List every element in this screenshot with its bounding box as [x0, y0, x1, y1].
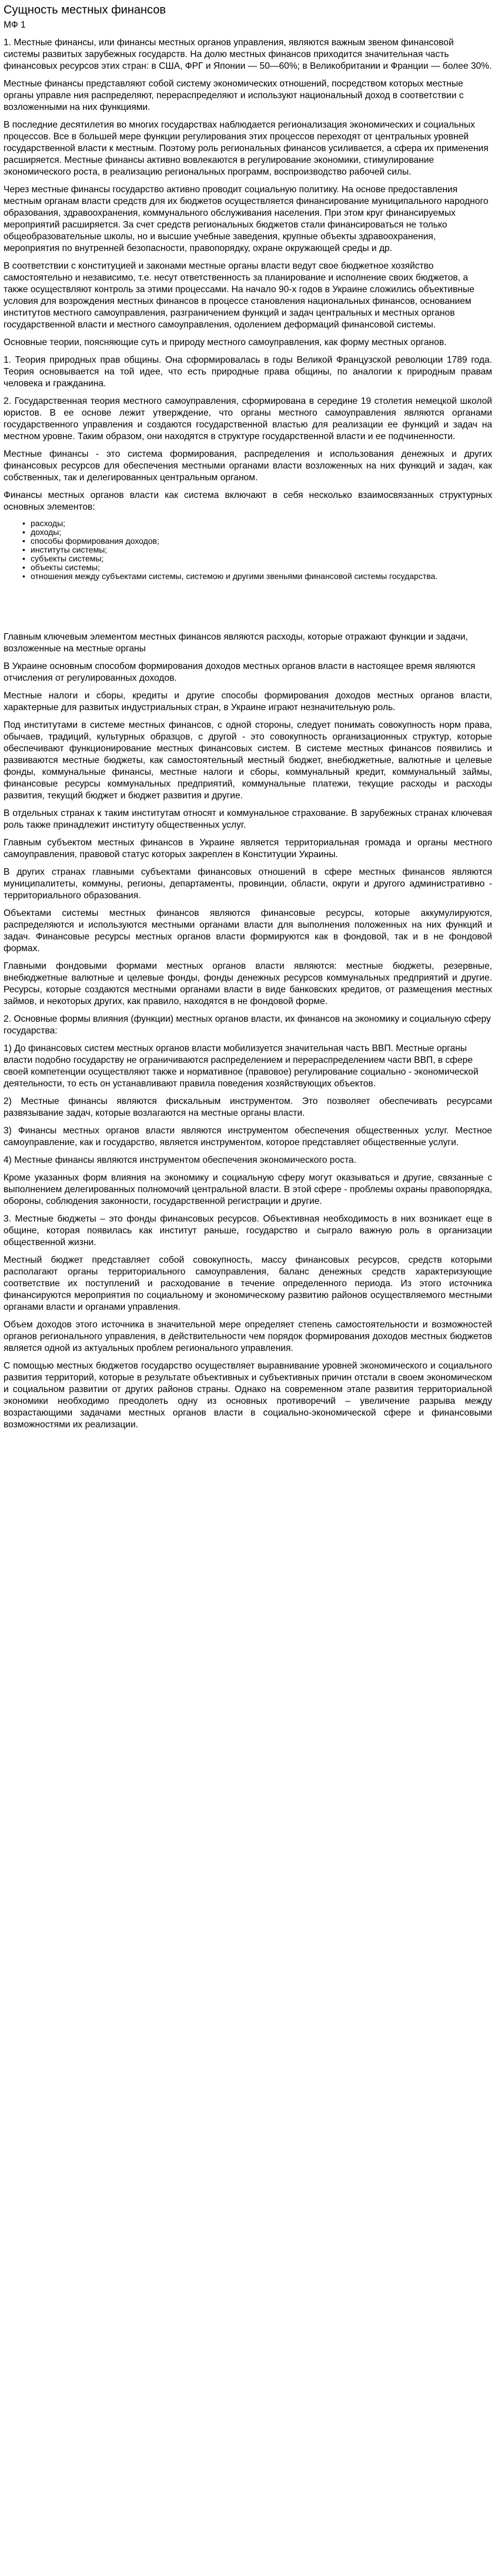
blank-spacer — [4, 589, 492, 631]
list-item: • способы формирования доходов; — [31, 537, 492, 546]
list-item: • объекты системы; — [31, 563, 492, 572]
paragraph: 3) Финансы местных органов власти являются инструментом обеспечения общественных услуг. Местное самоуправление, как и государство, является инструментом, которое представляет общественные услуги. — [4, 1126, 492, 1148]
paragraph: С помощью местных бюджетов государство осуществляет выравнивание уровней экономического и социального развития территорий, которые в результате объективных и субъективных причин отстали в своем экономическом и социальном развитии от других районов страны. Однако на современном этапе развития территориальной экономики необходимо преодолеть одну из основных противоречий – увеличение разрыва между возрастающими задачами местных органов власти в социально-экономической сфере и финансовыми возможностями их реализации. — [4, 1361, 492, 1430]
paragraph: Местные финансы представляют собой систему экономических отношений, посредством которых местные органы управле ния распределяют, перераспределяют и используют национальный доход в соответствии с возложенными на них функциями. — [4, 79, 464, 112]
list-item: • отношения между субъектами системы, системою и другими звеньями финансовой системы государства. — [31, 572, 492, 581]
paragraph: Кроме указанных форм влияния на экономику и социальную сферу могут оказываться и другие, связанные с выполнением делегированных полномочий центральной власти. В этой сфере - проблемы охраны правопорядка, обороны, соблюдения законности, государственной регистрации и другие. — [4, 1173, 492, 1206]
paragraph: 1. Теория природных прав общины. Она сформировалась в годы Великой Французской революции 1789 года. Теория основывается на той идее, что есть природные права общины, по аналогии к природным правам человека и гражданина. — [4, 355, 492, 389]
list-item: • субъекты системы; — [31, 554, 492, 563]
paragraph: 1. Местные финансы, или финансы местных органов управления, являются важным звеном финансовой системы развитых зарубежных государств. На долю местных финансов приходится значительная часть финансовых ресурсов этих стран: в США, ФРГ и Японии — 50—60%; в Великобритании и Франции — более 30%. — [4, 38, 492, 71]
paragraph: 2. Государственная теория местного самоуправления, сформирована в середине 19 столетия немецкой школой юристов. В ее основе лежит утверждение, что органы местного самоуправления являются органами государственного управления и создаются государственной властью для реализации ее функций и задач на местном уровне. Таким образом, они находятся в структуре государственной власти и ее подчиненности. — [4, 396, 492, 441]
paragraph: В соответствии с конституцией и законами местные органы власти ведут свое бюджетное хозяйство самостоятельно и независимо, т.е. несут ответственность за планирование и исполнение своих бюджетов, а также осуществляют контроль за этими процессами. На начало 90-х годов в Украине сложились объективные условия для возрождения местных финансов в процессе становления национальных финансов, основанием институтов местного самоуправления, разграничением функций и задач центральных и местных органов государственной власти и местного самоуправления, одолением деформаций финансовой системы. — [4, 261, 474, 330]
paragraph: Объектами системы местных финансов являются финансовые ресурсы, которые аккумулируются, распределяются и используются местными органами власти для выполнения положенных на них функций и задач. Финансовые ресурсы местных органов власти формируются как в фондовой, так и в не фондовой формах. — [4, 908, 492, 954]
page-subtitle: МФ 1 — [4, 20, 26, 30]
paragraph: Под институтами в системе местных финансов, с одной стороны, следует понимать совокупность норм права, обычаев, традиций, культурных образцов, с другой - это совокупность организационных структур, которые обеспечивают функционирование местных финансовых систем. В системе местных финансов появились и развиваются местные бюджеты, как самостоятельный местный бюджет, внебюджетные, валютные и целевые фонды, коммунальные финансы, местные налоги и сборы, коммунальный кредит, коммунальный займы, финансовые ресурсы коммунальных предприятий, коммунальные платежи, текущие расходы и расходы развития, текущий бюджет и бюджет развития и другие. — [4, 720, 492, 801]
paragraph: Главным ключевым элементом местных финансов являются расходы, которые отражают функции и задачи, возложенные на местные органы — [4, 632, 468, 654]
paragraph: Финансы местных органов власти как система включают в себя несколько взаимосвязанных структурных основных элементов: — [4, 490, 492, 512]
paragraph: Главными фондовыми формами местных органов власти являются: местные бюджеты, резервные, внебюджетные валютные и целевые фонды, фонды денежных ресурсов коммунальных предприятий и другие. Ресурсы, которые создаются местными органами власти в виде банковских кредитов, от размещения местных займов, и некоторых других, как правило, находятся в не фондовой форме. — [4, 961, 492, 1006]
paragraph: Через местные финансы государство активно проводит социальную политику. На основе предоставления местным органам власти средств для их бюджетов осуществляется финансирование муниципального народного образования, здравоохранения, коммунального обслуживания населения. При этом круг финансируемых мероприятий расширяется. За счет средств региональных бюджетов стали финансироваться не только общеобразовательные школы, но и высшие учебные заведения, крупные объекты здравоохранения, мероприятия по внутренней безопасности, правопорядку, охране окружающей среды и др. — [4, 185, 489, 253]
paragraph: Основные теории, поясняющие суть и природу местного самоуправления, как форму местных органов. — [4, 337, 447, 347]
paragraph: Местные налоги и сборы, кредиты и другие способы формирования доходов местных органов власти, характерные для развитых индустриальных стран, в Украине играют незначительную роль. — [4, 691, 492, 712]
paragraph: Местный бюджет представляет собой совокупность, массу финансовых ресурсов, средств которыми располагают органы территориального самоуправления, баланс денежных средств характеризующие соответствие их поступлений и расходование в течение определенного периода. Из этого источника финансируются мероприятия по социальному и экономическому развитию районов осуществляемого местными органами власти и органами управления. — [4, 1255, 492, 1312]
paragraph: 1) До финансовых систем местных органов власти мобилизуется значительная часть ВВП. Местные органы власти подобно государству не ограничиваются распределением и перераспределением части ВВП, в сфере своей компетенции осуществляют также и нормативное (правовое) регулирование социально - экономической деятельности, то есть он устанавливают правила поведения хозяйствующих объектов. — [4, 1043, 479, 1089]
list-item: • расходы; — [31, 519, 492, 528]
paragraph: Главным субъектом местных финансов в Украине является территориальная громада и органы местного самоуправления, правовой статус которых закреплен в Конституции Украины. — [4, 838, 492, 859]
paragraph: 4) Местные финансы являются инструментом обеспечения экономического роста. — [4, 1155, 356, 1165]
list-item: • доходы; — [31, 528, 492, 537]
paragraph: 3. Местные бюджеты – это фонды финансовых ресурсов. Объективная необходимость в них возникает еще в общине, которая появилась как институт раньше, государство и сыграло важную роль в организации общественной жизни. — [4, 1214, 492, 1247]
page-title: Сущность местных финансов — [4, 4, 166, 16]
structural-elements-list — [4, 519, 492, 581]
paragraph: Местные финансы - это система формирования, распределения и использования денежных и других финансовых ресурсов для обеспечения местными органами власти возложенных на них функций и задач, как собственных, так и делегированных центральным органом. — [4, 449, 492, 483]
paragraph: 2. Основные формы влияния (функции) местных органов власти, их финансов на экономику и социальную сферу государства: — [4, 1014, 491, 1036]
paragraph: В других странах главными субъектами финансовых отношений в сфере местных финансов являются муниципалитеты, коммуны, регионы, департаменты, провинции, области, округи и другого административно - территориального образования. — [4, 867, 492, 901]
paragraph: В отдельных странах к таким институтам относят и коммунальное страхование. В зарубежных странах ключевая роль также принадлежит институту общественных услуг. — [4, 808, 492, 830]
paragraph: В последние десятилетия во многих государствах наблюдается регионализация экономических и социальных процессов. Все в большей мере функции регулирования этих процессов переходят от центральных уровней государственной власти к местным. Поэтому роль региональных финансов усиливается, а сфера их применения расширяется. Местные финансы активно вовлекаются в регулирование экономики, стимулирование экономического роста, в реализацию региональных программ, воспроизводство рабочей силы. — [4, 120, 489, 177]
paragraph: В Украине основным способом формирования доходов местных органов власти в настоящее время являются отчисления от регулированных доходов. — [4, 661, 476, 683]
paragraph: 2) Местные финансы являются фискальным инструментом. Это позволяет обеспечивать ресурсами развязывание задач, которые возлагаются на местные органы власти. — [4, 1096, 492, 1118]
list-item: • институты системы; — [31, 546, 492, 554]
paragraph: Объем доходов этого источника в значительной мере определяет степень самостоятельности и возможностей органов регионального управления, в действительности чем порядок формирования доходов местных бюджетов является одной из актуальных проблем регионального управления. — [4, 1320, 492, 1353]
